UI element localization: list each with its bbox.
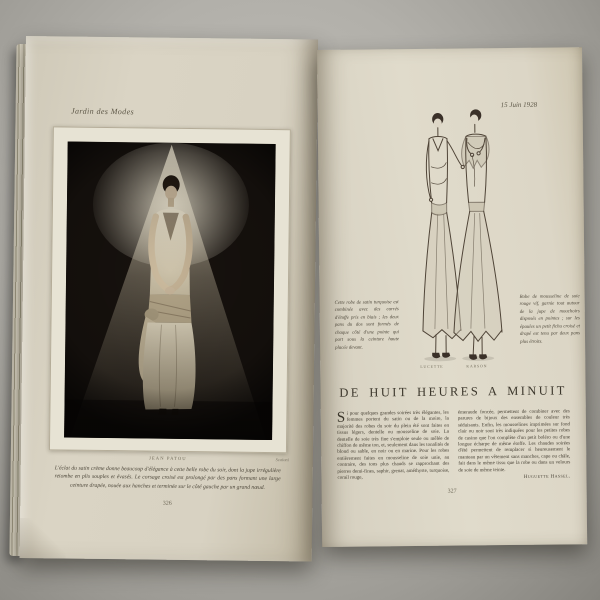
evening-gown-photograph: [64, 142, 276, 441]
article-title: DE HUIT HEURES A MINUIT: [339, 383, 567, 400]
photo-caption: L'éclat du satin crème donne beaucoup d'élégance à cette belle robe du soir, dont la jupe irrégulière retombe en plis souples et évasés. Le corsage croisé est prolongé par des pans formant une large ceinture drapée, nouée aux hanches et terminée sur le côté gauche par un grand nœud.: [54, 465, 281, 491]
issue-date: 15 Juin 1928: [500, 100, 538, 110]
figure-caption-left: Cette robe de satin turquoise est combinée avec des carrés d'étoffe pris en biais ; les deux pans du dos sont formés de chaque côté d'une pointe qui part sous la ceinture haute placée devant.: [334, 300, 400, 351]
figure-label-right: KARSON: [466, 364, 488, 369]
right-page: [317, 47, 587, 547]
figure-right: [452, 109, 503, 360]
photographer-credit: Scaioni: [275, 457, 289, 463]
photo-illustration: [64, 142, 276, 441]
article-signature: Huguette Hassel.: [523, 474, 571, 480]
article-body: [337, 409, 571, 483]
photo-caption-row: [49, 454, 287, 465]
designer-label: JEAN PATOU: [148, 455, 187, 461]
page-number-right: 327: [447, 488, 457, 495]
article-column-1: Si pour quelques grandes soirées très élégantes, les femmes portent du satin ou de la moire, la majorité des robes du soir du plein été sont faites en tissus légers, dentelle ou mousseline de soie. La dentelle de soie très fine s'emploie seule ou mêlée de chiffon de même ton, et, seulement dans les tonalités de blond ou sable, en noir ou en marine. Pour les robes entièrement faites en mousseline de soie unie, au contraire, des tons plus chauds se rapprochant des pierres demi-fines, saphir, grenat, améthyste, turquoise, corail rouge,: [336, 409, 450, 481]
journal-name: Jardin des Modes: [71, 106, 135, 117]
page-number-left: 326: [162, 500, 172, 507]
article-column-2-wrap: [458, 409, 571, 481]
photo-mat: [49, 126, 291, 453]
figure-caption-right: Robe de mousseline de soie rouge vif, garnie tout autour de la jupe de mouchoirs disposés en pointes ; sur les épaules un petit fichu croisé et drapé est tenu par deux pans plus étroits.: [519, 294, 581, 345]
figure-label-left: LUCETTE: [420, 364, 444, 369]
article-column-2: émeraude foncée, permettent de combiner avec des parures de bijoux des ensembles de couleur très séduisants. Enfin, les mousselines imprimées sur fond clair ou noir sont très indiquées pour les petites robes de casino que l'on complète d'un petit boléro ou d'une longue écharpe de même étoffe. Les chaudes soirées d'été permettent de remplacer si heureusement le manteau par un vêtement sans manches, cape ou châle, fait dans le même tissu que la robe ou dans un velours de soie de même teinte.: [457, 409, 571, 474]
left-page: [20, 36, 318, 562]
